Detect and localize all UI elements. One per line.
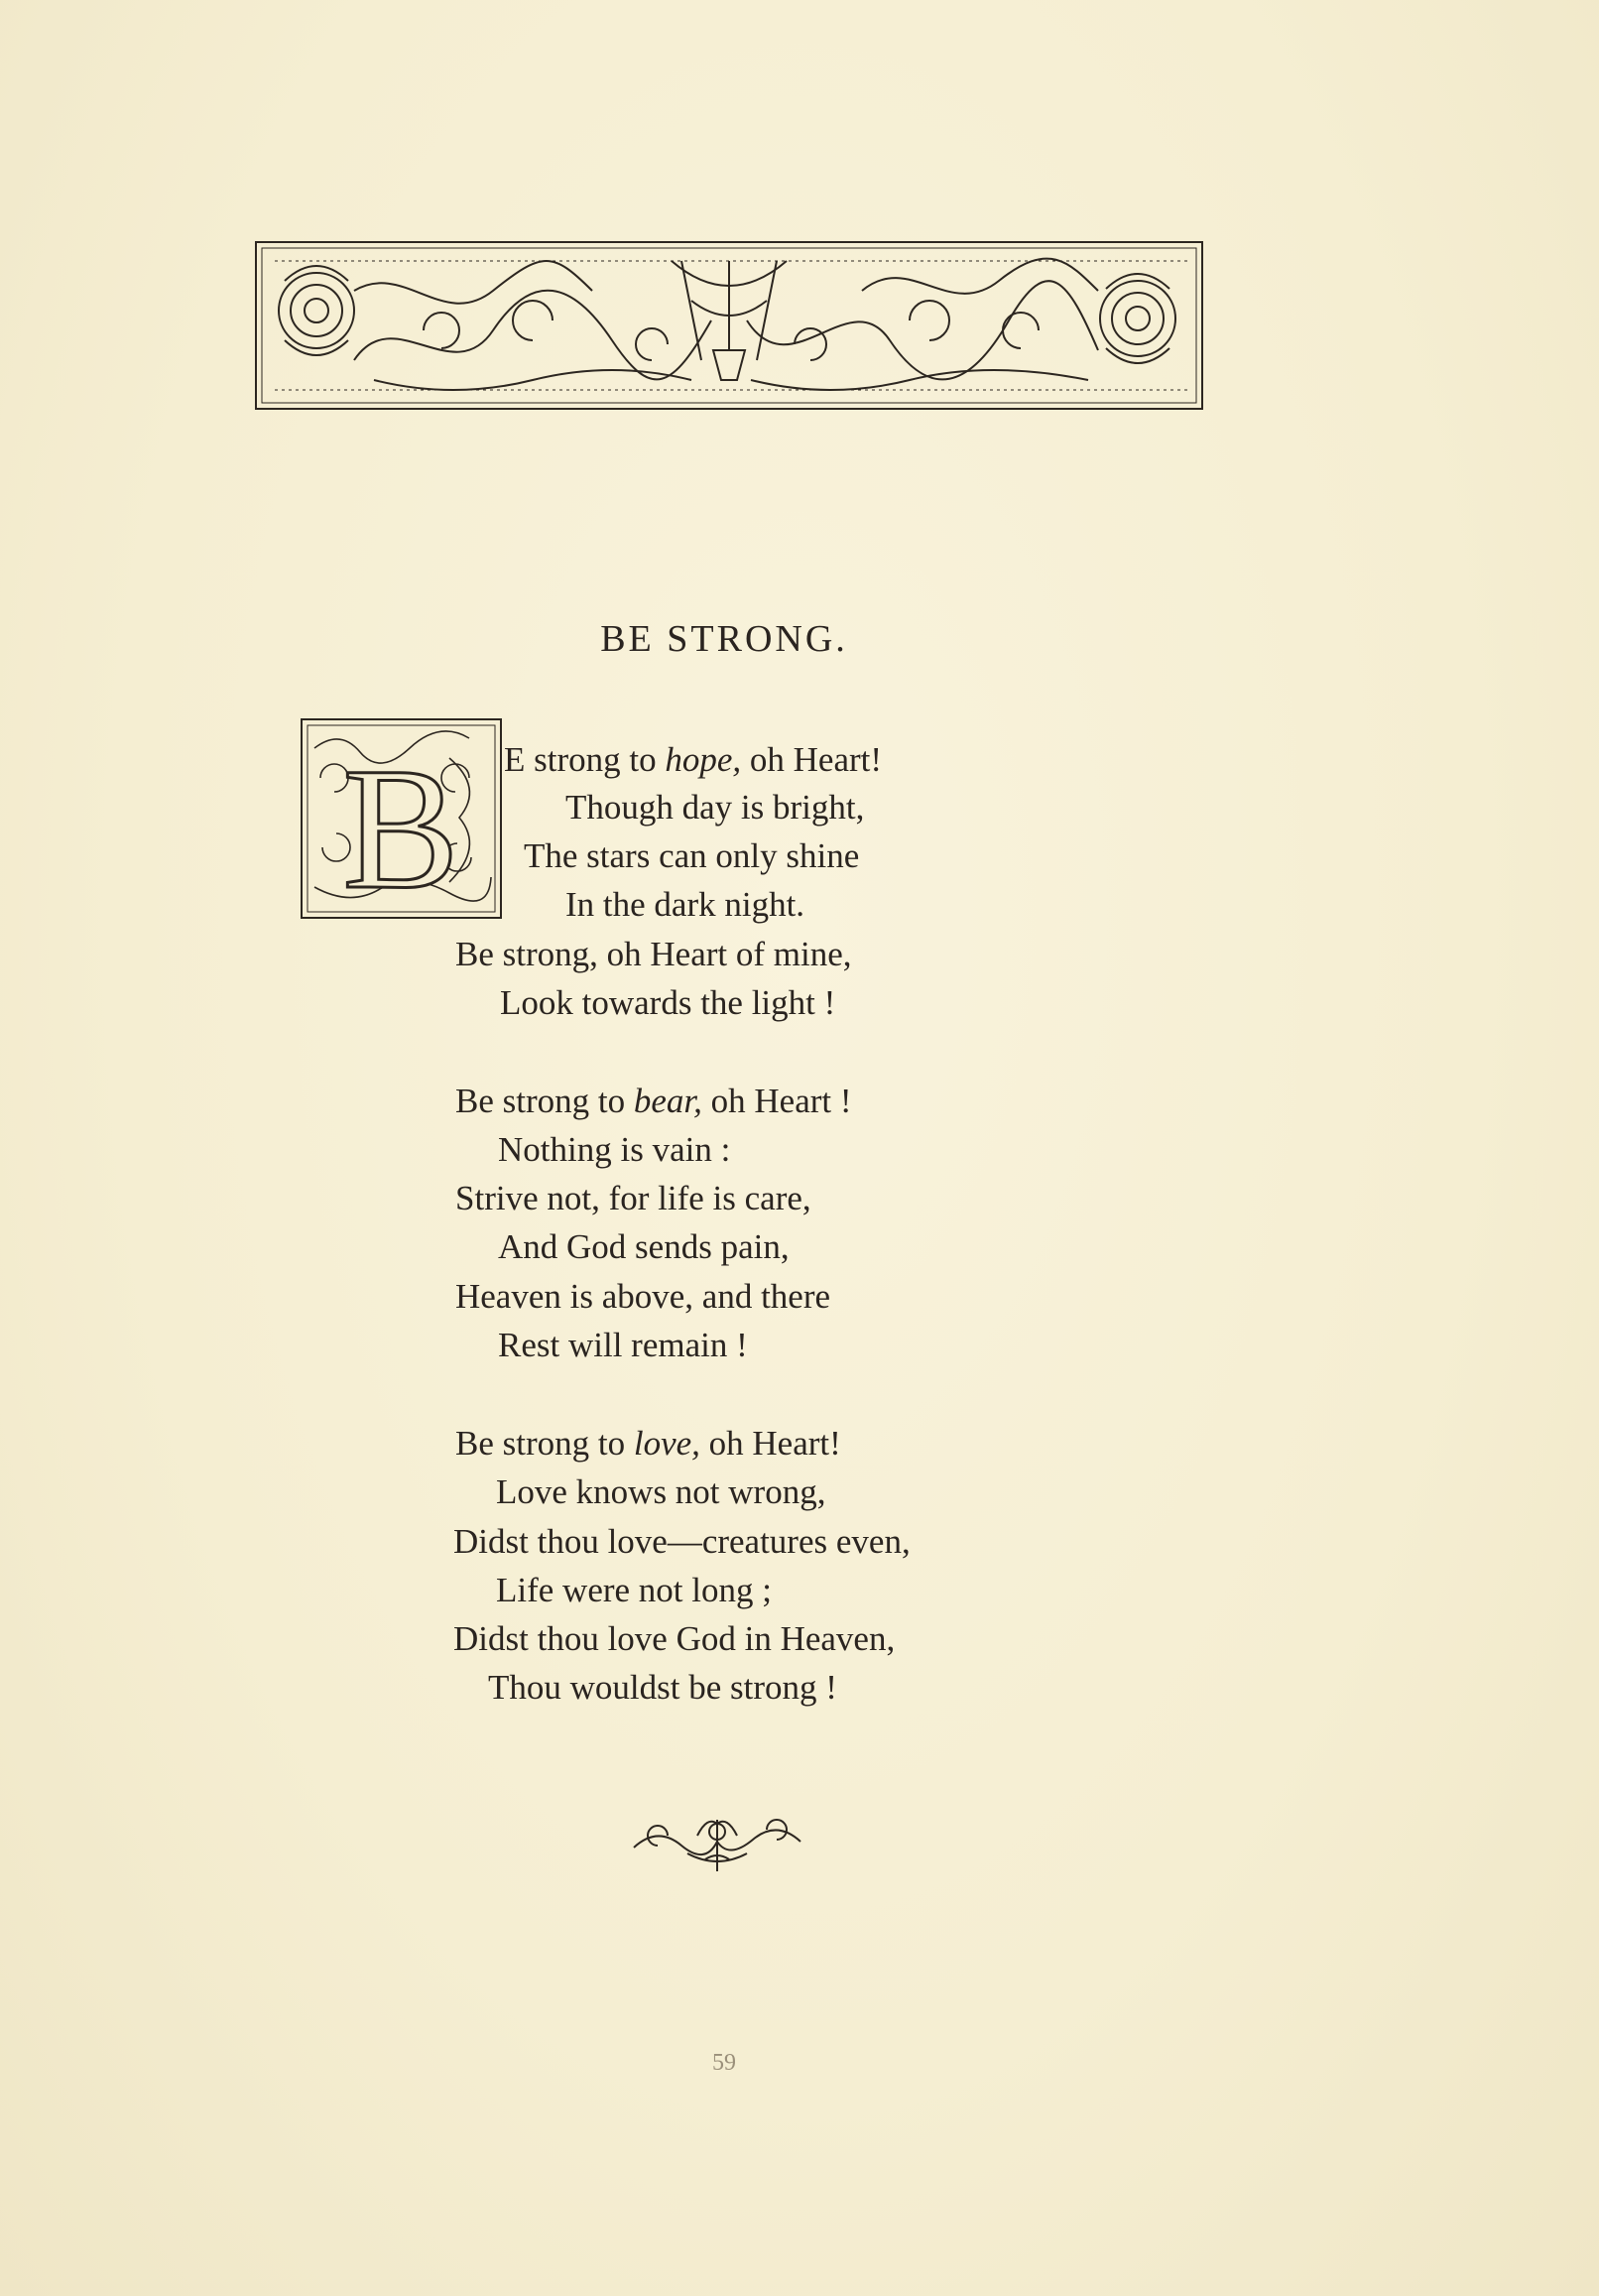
poem-line: Heaven is above, and there (455, 1277, 831, 1316)
poem-title: BE STRONG. (600, 618, 848, 660)
page-number: 59 (712, 2050, 736, 2076)
floral-headpiece-ornament (255, 241, 1203, 410)
poem-line: Nothing is vain : (498, 1130, 731, 1169)
poem-line: Be strong to bear, oh Heart ! (455, 1082, 852, 1120)
poem-line: Be strong to love, oh Heart! (455, 1424, 841, 1463)
poem-line: Life were not long ; (496, 1571, 772, 1609)
poem-line: Thou wouldst be strong ! (488, 1668, 837, 1707)
poem-line: Didst thou love—creatures even, (453, 1522, 911, 1561)
decorated-drop-cap (301, 718, 502, 919)
poem-line: Strive not, for life is care, (455, 1179, 811, 1217)
poem-line: In the dark night. (565, 885, 805, 924)
poem-line: And God sends pain, (498, 1227, 790, 1266)
drop-cap-letter: B (342, 732, 459, 919)
poem-line: Rest will remain ! (498, 1326, 748, 1364)
poem-line: Didst thou love God in Heaven, (453, 1619, 896, 1658)
poem-line: Be strong, oh Heart of mine, (455, 935, 852, 973)
floral-tailpiece-ornament (628, 1806, 806, 1877)
poem-line: Though day is bright, (565, 788, 865, 827)
poem-line: Look towards the light ! (500, 983, 836, 1022)
poem-line: The stars can only shine (524, 836, 860, 875)
poem-line: Love knows not wrong, (496, 1472, 826, 1511)
poem-line: E strong to hope, oh Heart! (504, 740, 883, 779)
